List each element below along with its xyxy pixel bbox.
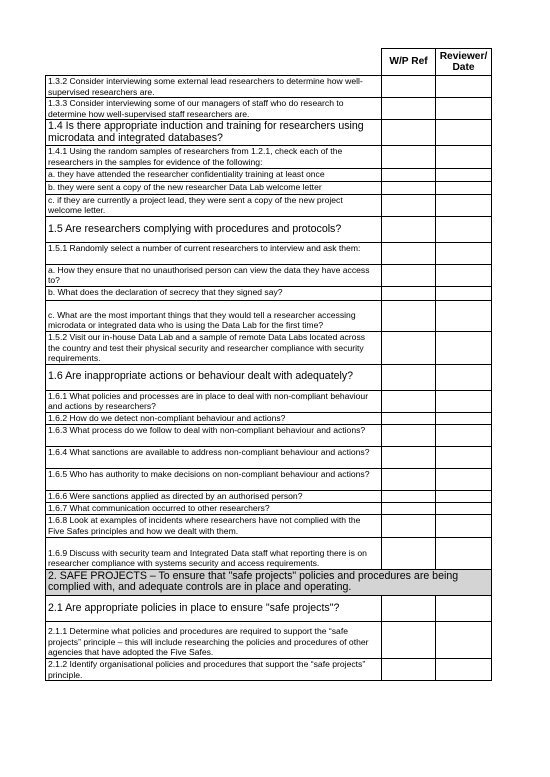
table-row[interactable]: a. they have attended the researcher confidentiality training at least once <box>46 168 382 181</box>
reviewer-cell[interactable] <box>436 216 492 242</box>
question-heading[interactable]: 1.6 Are inappropriate actions or behaviour dealt with adequately? <box>46 364 382 390</box>
wp-ref-cell[interactable] <box>382 446 436 468</box>
reviewer-cell[interactable] <box>436 76 492 98</box>
wp-ref-cell[interactable] <box>382 537 436 569</box>
table-row[interactable]: 2.1.1 Determine what policies and procedures are required to support the “safe projects” principle – this will include researching the policies and procedures of other agencies that have adopted the Five Safes. <box>46 621 382 658</box>
reviewer-cell[interactable] <box>436 446 492 468</box>
section-heading[interactable]: 2. SAFE PROJECTS – To ensure that "safe projects" policies and procedures are being complied with, and adequate controls are in place and operating. <box>46 569 492 595</box>
wp-ref-cell[interactable] <box>382 490 436 502</box>
reviewer-cell[interactable] <box>436 194 492 216</box>
table-row[interactable]: 1.6.5 Who has authority to make decisions on non-compliant behaviour and actions? <box>46 468 382 490</box>
table-row[interactable]: 1.6.6 Were sanctions applied as directed by an authorised person? <box>46 490 382 502</box>
table-row[interactable]: 1.5.2 Visit our in-house Data Lab and a sample of remote Data Labs located across the country and test their physical security and researcher compliance with security requirements. <box>46 331 382 364</box>
table-row[interactable]: 1.6.9 Discuss with security team and Integrated Data staff what reporting there is on researcher compliance with systems security and access requirements. <box>46 537 382 569</box>
table-row[interactable]: 2.1.2 Identify organisational policies and procedures that support the “safe projects” principle. <box>46 658 382 680</box>
table-row[interactable]: 1.6.4 What sanctions are available to address non-compliant behaviour and actions? <box>46 446 382 468</box>
reviewer-cell[interactable] <box>436 658 492 680</box>
header-reviewer-date: Reviewer/ Date <box>436 49 492 76</box>
reviewer-cell[interactable] <box>436 331 492 364</box>
wp-ref-cell[interactable] <box>382 514 436 537</box>
reviewer-cell[interactable] <box>436 502 492 514</box>
reviewer-cell[interactable] <box>436 120 492 146</box>
reviewer-cell[interactable] <box>436 490 492 502</box>
question-heading[interactable]: 2.1 Are appropriate policies in place to ensure "safe projects"? <box>46 595 382 621</box>
wp-ref-cell[interactable] <box>382 390 436 412</box>
wp-ref-cell[interactable] <box>382 424 436 446</box>
reviewer-cell[interactable] <box>436 168 492 181</box>
table-row[interactable]: c. if they are currently a project lead, they were sent a copy of the new project welcome letter. <box>46 194 382 216</box>
table-row[interactable]: a. How they ensure that no unauthorised person can view the data they have access to? <box>46 264 382 286</box>
wp-ref-cell[interactable] <box>382 412 436 424</box>
table-row[interactable]: 1.3.3 Consider interviewing some of our managers of staff who do research to determine how well-supervised staff researchers are. <box>46 98 382 120</box>
reviewer-cell[interactable] <box>436 424 492 446</box>
wp-ref-cell[interactable] <box>382 300 436 331</box>
table-row[interactable]: 1.6.2 How do we detect non-compliant behaviour and actions? <box>46 412 382 424</box>
reviewer-cell[interactable] <box>436 264 492 286</box>
wp-ref-cell[interactable] <box>382 264 436 286</box>
wp-ref-cell[interactable] <box>382 502 436 514</box>
reviewer-cell[interactable] <box>436 468 492 490</box>
wp-ref-cell[interactable] <box>382 146 436 168</box>
wp-ref-cell[interactable] <box>382 194 436 216</box>
wp-ref-cell[interactable] <box>382 331 436 364</box>
wp-ref-cell[interactable] <box>382 468 436 490</box>
wp-ref-cell[interactable] <box>382 242 436 264</box>
table-row[interactable]: 1.3.2 Consider interviewing some external lead researchers to determine how well-supervised researchers are. <box>46 76 382 98</box>
reviewer-cell[interactable] <box>436 514 492 537</box>
question-heading[interactable]: 1.4 Is there appropriate induction and training for researchers using microdata and integrated databases? <box>46 120 382 146</box>
table-row[interactable]: 1.6.3 What process do we follow to deal with non-compliant behaviour and actions? <box>46 424 382 446</box>
wp-ref-cell[interactable] <box>382 286 436 300</box>
table-row[interactable]: 1.6.8 Look at examples of incidents where researchers have not complied with the Five Safes principles and how we dealt with them. <box>46 514 382 537</box>
header-blank <box>46 49 382 76</box>
wp-ref-cell[interactable] <box>382 98 436 120</box>
reviewer-cell[interactable] <box>436 621 492 658</box>
reviewer-cell[interactable] <box>436 537 492 569</box>
table-row[interactable]: 1.4.1 Using the random samples of researchers from 1.2.1, check each of the researchers in the samples for evidence of the following: <box>46 146 382 168</box>
reviewer-cell[interactable] <box>436 98 492 120</box>
wp-ref-cell[interactable] <box>382 658 436 680</box>
reviewer-cell[interactable] <box>436 242 492 264</box>
wp-ref-cell[interactable] <box>382 168 436 181</box>
table-row[interactable]: c. What are the most important things that they would tell a researcher accessing microdata or integrated data who is using the Data Lab for the first time? <box>46 300 382 331</box>
reviewer-cell[interactable] <box>436 390 492 412</box>
checklist-table <box>45 48 492 681</box>
reviewer-cell[interactable] <box>436 595 492 621</box>
reviewer-cell[interactable] <box>436 364 492 390</box>
wp-ref-cell[interactable] <box>382 216 436 242</box>
question-heading[interactable]: 1.5 Are researchers complying with procedures and protocols? <box>46 216 382 242</box>
wp-ref-cell[interactable] <box>382 120 436 146</box>
header-wp-ref: W/P Ref <box>382 49 436 76</box>
reviewer-cell[interactable] <box>436 181 492 194</box>
wp-ref-cell[interactable] <box>382 364 436 390</box>
reviewer-cell[interactable] <box>436 412 492 424</box>
table-row[interactable]: 1.5.1 Randomly select a number of current researchers to interview and ask them: <box>46 242 382 264</box>
wp-ref-cell[interactable] <box>382 595 436 621</box>
wp-ref-cell[interactable] <box>382 76 436 98</box>
table-row[interactable]: b. What does the declaration of secrecy that they signed say? <box>46 286 382 300</box>
table-row[interactable]: 1.6.7 What communication occurred to other researchers? <box>46 502 382 514</box>
table-row[interactable]: b. they were sent a copy of the new researcher Data Lab welcome letter <box>46 181 382 194</box>
wp-ref-cell[interactable] <box>382 181 436 194</box>
reviewer-cell[interactable] <box>436 146 492 168</box>
reviewer-cell[interactable] <box>436 286 492 300</box>
wp-ref-cell[interactable] <box>382 621 436 658</box>
table-row[interactable]: 1.6.1 What policies and processes are in place to deal with non-compliant behaviour and actions by researchers? <box>46 390 382 412</box>
reviewer-cell[interactable] <box>436 300 492 331</box>
